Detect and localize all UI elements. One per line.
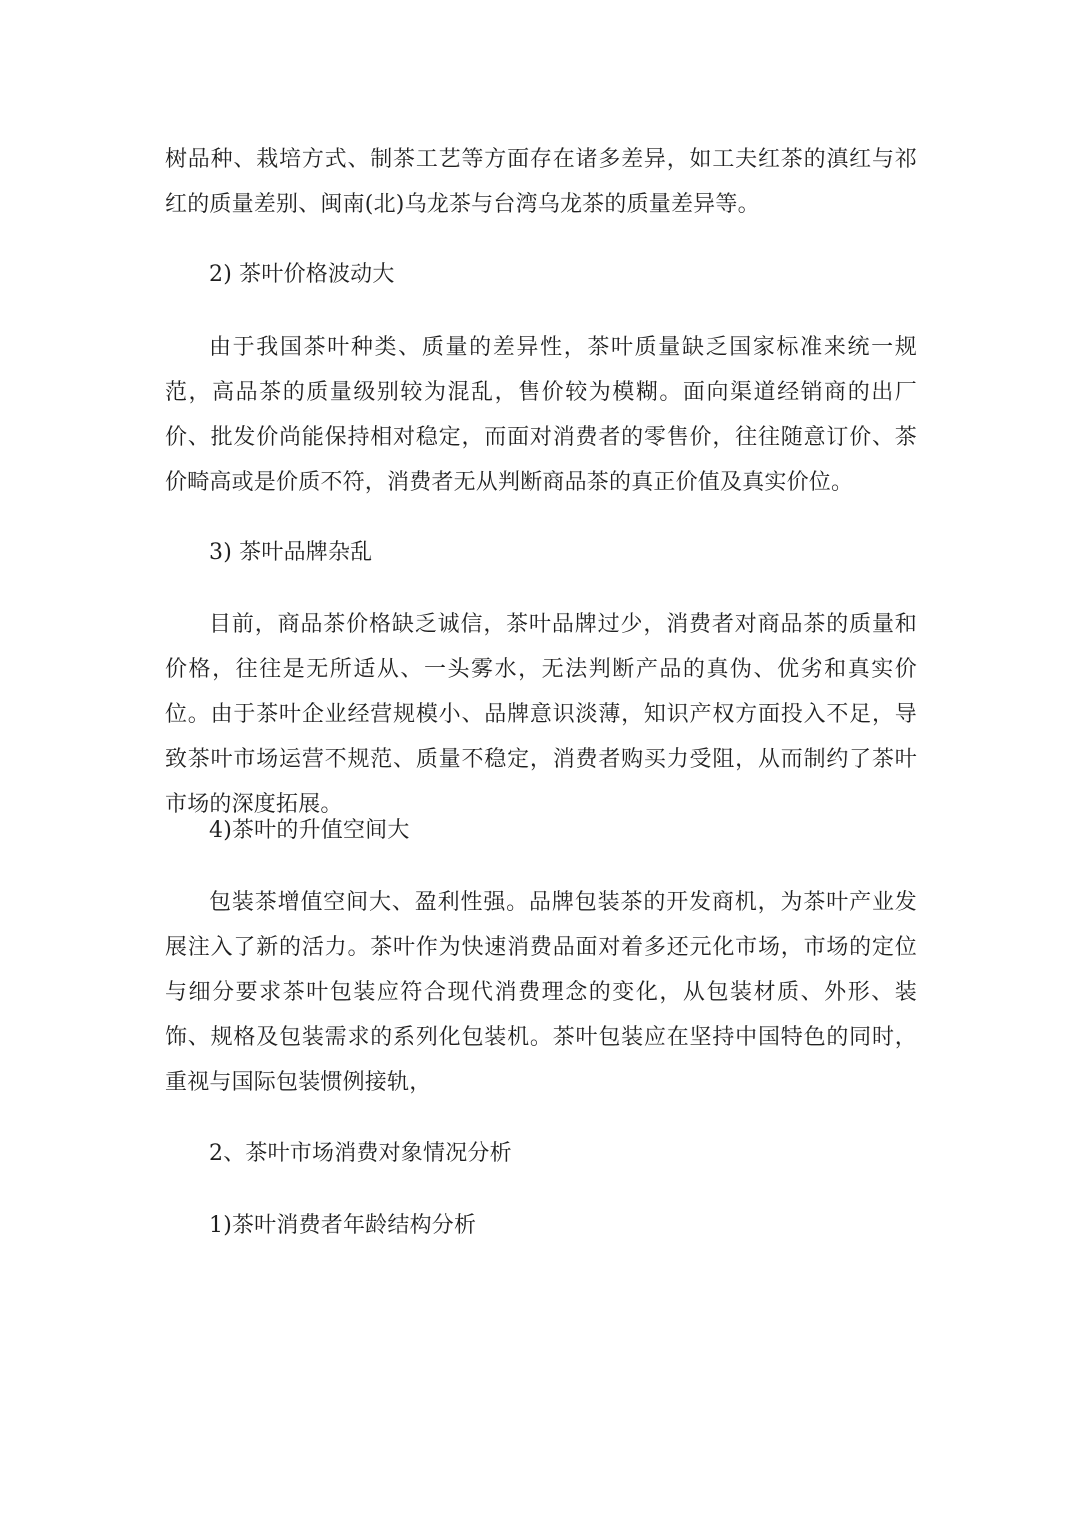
- subsection-title-age-structure: 1)茶叶消费者年龄结构分析: [209, 1213, 477, 1238]
- heading-value-appreciation: 4)茶叶的升值空间大: [209, 818, 410, 843]
- heading-price-fluctuation: 2) 茶叶价格波动大: [209, 262, 395, 287]
- paragraph-price-fluctuation: 由于我国茶叶种类、质量的差异性，茶叶质量缺乏国家标准来统一规范，高品茶的质量级别较为混乱，售价较为模糊。面向渠道经销商的出厂价、批发价尚能保持相对稳定，而面对消费者的零售价，往往随意订价、茶价畸高或是价质不符，消费者无从判断商品茶的真正价值及真实价位。: [165, 335, 917, 495]
- heading-brand-chaos: 3) 茶叶品牌杂乱: [209, 540, 373, 565]
- paragraph-value-appreciation: 包装茶增值空间大、盈利性强。品牌包装茶的开发商机，为茶叶产业发展注入了新的活力。茶叶作为快速消费品面对着多还元化市场，市场的定位与细分要求茶叶包装应符合现代消费理念的变化，从包装材质、外形、装饰、规格及包装需求的系列化包装机。茶叶包装应在坚持中国特色的同时，重视与国际包装惯例接轨，: [165, 890, 917, 1095]
- section-title-consumer-analysis: 2、茶叶市场消费对象情况分析: [209, 1141, 512, 1166]
- paragraph-brand-chaos: 目前，商品茶价格缺乏诚信，茶叶品牌过少，消费者对商品茶的质量和价格，往往是无所适从、一头雾水，无法判断产品的真伪、优劣和真实价位。由于茶叶企业经营规模小、品牌意识淡薄，知识产权方面投入不足，导致茶叶市场运营不规范、质量不稳定，消费者购买力受阻，从而制约了茶叶市场的深度拓展。: [165, 612, 917, 817]
- continuation-paragraph: 树品种、栽培方式、制茶工艺等方面存在诸多差异，如工夫红茶的滇红与祁红的质量差别、闽南(北)乌龙茶与台湾乌龙茶的质量差异等。: [165, 147, 917, 217]
